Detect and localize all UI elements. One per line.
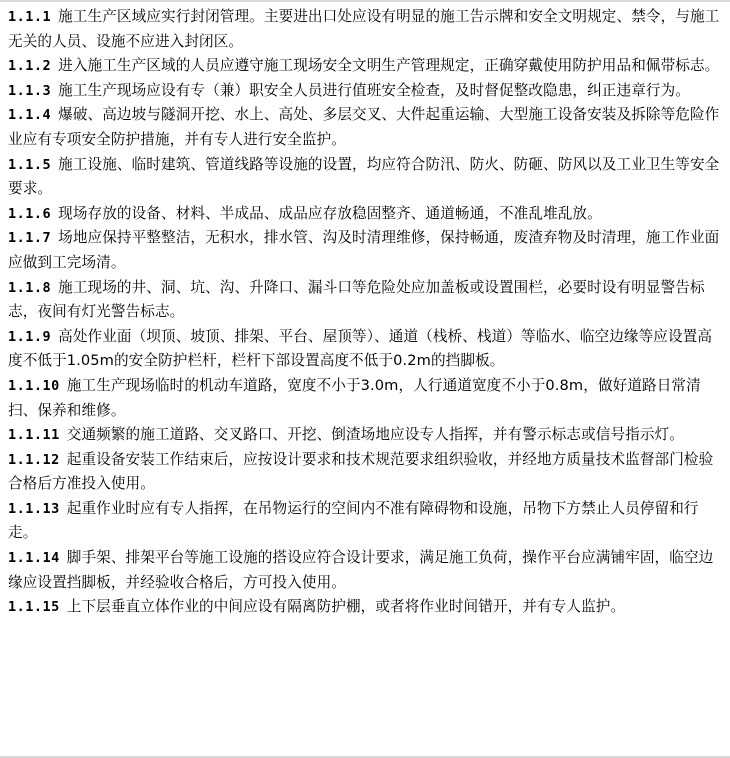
clause-1-1-3 xyxy=(8,79,724,104)
document-body xyxy=(8,5,724,620)
clause-1-1-14 xyxy=(8,546,724,595)
clause-1-1-8 xyxy=(8,276,724,325)
clause-text: 施工生产区域应实行封闭管理。主要进出口处应设有明显的施工告示牌和安全文明规定、禁令，与施工无关的人员、设施不应进入封闭区。 xyxy=(8,8,720,50)
clause-number: 1.1.8 xyxy=(8,279,52,296)
clause-1-1-15 xyxy=(8,595,724,620)
clause-text: 上下层垂直立体作业的中间应设有隔离防护棚，或者将作业时间错开，并有专人监护。 xyxy=(66,598,626,616)
clause-1-1-12 xyxy=(8,448,724,497)
clause-number: 1.1.5 xyxy=(8,156,52,173)
clause-number: 1.1.14 xyxy=(8,550,60,567)
clause-1-1-6 xyxy=(8,202,724,227)
clause-text: 起重设备安装工作结束后，应按设计要求和技术规范要求组织验收，并经地方质量技术监督部门检验合格后方准投入使用。 xyxy=(8,450,714,493)
clause-number: 1.1.1 xyxy=(8,9,52,25)
clause-text: 高处作业面（坝顶、坡顶、排架、平台、屋顶等）、通道（栈桥、栈道）等临水、临空边缘等应设置高度不低于1.05m的安全防护栏杆，栏杆下部设置高度不低于0.2m的挡脚板。 xyxy=(8,327,713,370)
clause-text: 施工设施、临时建筑、管道线路等设施的设置，均应符合防汛、防火、防砸、防风以及工业卫生等安全要求。 xyxy=(8,155,720,198)
clause-text: 进入施工生产区域的人员应遵守施工现场安全文明生产管理规定，正确穿戴使用防护用品和佩带标志。 xyxy=(58,57,720,75)
clause-text: 脚手架、排架平台等施工设施的搭设应符合设计要求，满足施工负荷，操作平台应满铺牢固，临空边缘应设置挡脚板，并经验收合格后，方可投入使用。 xyxy=(8,549,714,591)
clause-number: 1.1.9 xyxy=(8,328,52,345)
clause-text: 起重作业时应有专人指挥，在吊物运行的空间内不准有障碍物和设施，吊物下方禁止人员停留和行走。 xyxy=(8,499,699,542)
clause-text: 场地应保持平整整洁，无积水，排水管、沟及时清理维修，保持畅通，废渣弃物及时清理，施工作业面应做到工完场清。 xyxy=(8,229,720,271)
clause-number: 1.1.12 xyxy=(8,451,60,468)
clause-text: 爆破、高边坡与隧洞开挖、水上、高处、多层交叉、大件起重运输、大型施工设备安装及拆除等危险作业应有专项安全防护措施，并有专人进行安全监护。 xyxy=(8,106,720,148)
clause-number: 1.1.2 xyxy=(8,58,52,75)
clause-number: 1.1.11 xyxy=(8,427,60,444)
clause-1-1-1 xyxy=(8,5,724,54)
clause-number: 1.1.13 xyxy=(8,500,60,517)
clause-text: 现场存放的设备、材料、半成品、成品应存放稳固整齐、通道畅通，不准乱堆乱放。 xyxy=(58,204,602,222)
clause-number: 1.1.10 xyxy=(8,377,60,394)
clause-text: 交通频繁的施工道路、交叉路口、开挖、倒渣场地应设专人指挥，并有警示标志或信号指示灯。 xyxy=(66,426,684,444)
clause-number: 1.1.4 xyxy=(8,107,52,124)
clause-1-1-10 xyxy=(8,374,724,423)
top-border xyxy=(0,0,730,2)
clause-number: 1.1.3 xyxy=(8,82,52,99)
clause-1-1-9 xyxy=(8,325,724,374)
clause-text: 施工生产现场临时的机动车道路，宽度不小于3.0m，人行通道宽度不小于0.8m，做好道路日常清扫、保养和维修。 xyxy=(8,376,701,419)
clause-1-1-11 xyxy=(8,423,724,448)
clause-1-1-7 xyxy=(8,226,724,275)
clause-text: 施工生产现场应设有专（兼）职安全人员进行值班安全检查，及时督促整改隐患，纠正违章行为。 xyxy=(58,81,690,99)
clause-number: 1.1.15 xyxy=(8,599,60,616)
clause-1-1-4 xyxy=(8,103,724,152)
clause-1-1-13 xyxy=(8,497,724,546)
clause-number: 1.1.7 xyxy=(8,230,52,247)
clause-number: 1.1.6 xyxy=(8,205,52,222)
clause-1-1-5 xyxy=(8,153,724,202)
clause-1-1-2 xyxy=(8,54,724,79)
clause-text: 施工现场的井、洞、坑、沟、升降口、漏斗口等危险处应加盖板或设置围栏，必要时设有明显警告标志，夜间有灯光警告标志。 xyxy=(8,278,705,321)
